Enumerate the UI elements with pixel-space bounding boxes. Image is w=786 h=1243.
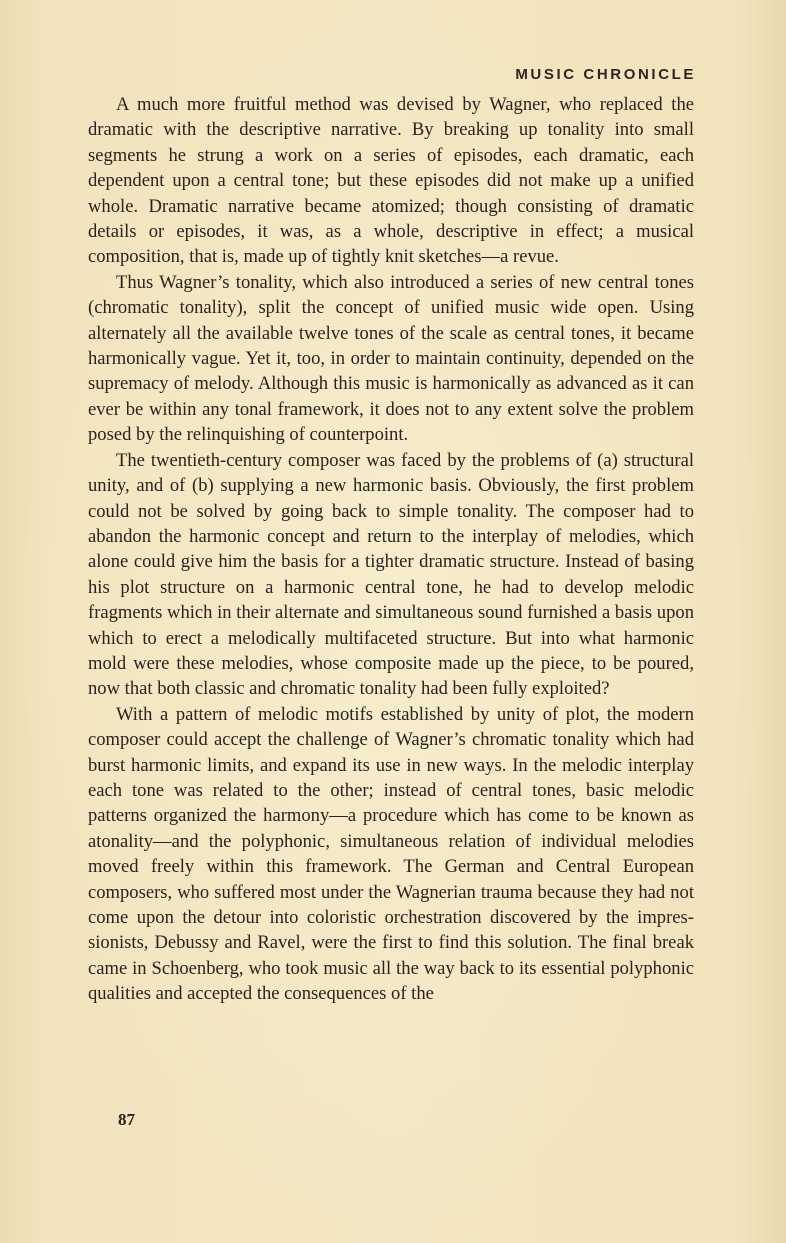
body-text — [88, 92, 694, 1007]
paragraph: A much more fruitful method was devised by Wagner, who replaced the dramatic with the descriptive narrative. By breaking up tonality into small segments he strung a work on a series of episodes, each dramatic, each dependent upon a central tone; but these episodes did not make up a unified whole. Dramatic narrative became atomized; though consisting of dramatic details or episodes, it was, as a whole, descriptive in effect; a musical composition, that is, made up of tightly knit sketches—a revue. — [88, 94, 694, 268]
paragraph: With a pattern of melodic motifs established by unity of plot, the modern composer could accept the challenge of Wagner’s chromatic tonality which had burst harmonic limits, and expand its use in new ways. In the melodic interplay each tone was related to the other; instead of central tones, basic melodic patterns organized the harmony—a procedure which has come to be known as atonality—and the polyphonic, simultaneous relation of individual melodies moved freely within this framework. The German and Central European composers, who suffered most under the Wagnerian trauma because they had not come upon the detour into coloristic orchestration discovered by the impressionists, Debussy and Ravel, were the first to find this solution. The final break came in Schoenberg, who took music all the way back to its essential polyphonic qualities and accepted the consequences of the — [88, 703, 694, 1005]
paragraph: Thus Wagner’s tonality, which also introduced a series of new central tones (chromatic tonality), split the concept of unified music wide open. Using alternately all the available twelve tones of the scale as central tones, it became harmonically vague. Yet it, too, in order to maintain continuity, depended on the supremacy of melody. Although this music is harmonically as advanced as it can ever be within any tonal framework, it does not to any extent solve the problem posed by the relinquishing of counterpoint. — [88, 271, 694, 446]
running-header: MUSIC CHRONICLE — [515, 66, 696, 83]
page-number: 87 — [118, 1110, 135, 1129]
paragraph: The twentieth-century composer was faced by the problems of (a) structural unity, and of (b) supplying a new harmonic basis. Obviously, the first problem could not be solved by going back to simple tonality. The composer had to abandon the harmonic concept and return to the interplay of melodies, which alone could give him the basis for a tighter dramatic structure. Instead of basing his plot structure on a harmonic central tone, he had to develop melodic fragments which in their alternate and simultaneous sound furnished a basis upon which to erect a melodically multifaceted structure. But into what harmonic mold were these melodies, whose composite made up the piece, to be poured, now that both classic and chromatic tonality had been fully exploited? — [88, 449, 694, 700]
